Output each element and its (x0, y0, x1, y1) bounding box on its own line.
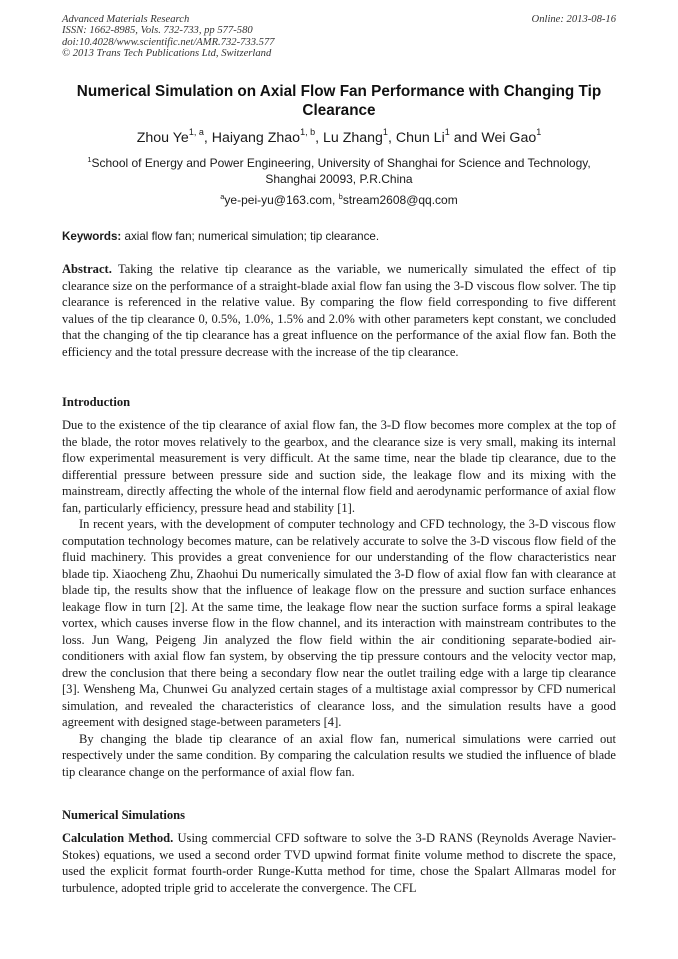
calc-text: Using commercial CFD software to solve the 3-D RANS (Reynolds Average Navier-Stokes) equations, we used a second order TVD upwind format finite volume method to discrete the space, used the explicit format fourth-order Runge-Kutta method for time, chose the Spalart Allmaras model for turbulence, adopted triple grid to accelerate the convergence. The CFL (62, 831, 617, 895)
affiliation: $^1$School of Energy and Power Engineering, University of Shanghai for Science and Technology, Shanghai 20093, P.R.China (87, 155, 591, 186)
introduction-body (62, 417, 616, 780)
abstract (62, 261, 616, 360)
paragraph: In recent years, with the development of computer technology and CFD technology, the 3-D viscous flow computation technology becomes mature, can be relatively accurate to solve the 3-D viscous flow field of the fluid machinery. This provides a great convenience for our understanding of the flow characteristics near blade tip. Xiaocheng Zhu, Zhaohui Du numerically simulated the 3-D flow of axial flow fan with clearance at blade tip, the results show that the influence of leakage flow on the pressure and suction surface enhances leakage flow in turn [2]. At the same time, the leakage flow near the suction surface forms a spiral leakage vortex, which causes inverse flow in the flow channel, and its interaction with mainstream contributes to the loss. Jun Wang, Peigeng Jin analyzed the flow field within the air conditioning separate-bodied air-conditioners with axial flow fan system, by observing the tip pressure contours and the velocity vector map, drew the conclusion that there being a secondary flow near the outlet trailing edge with a large tip clearance [3]. Wensheng Ma, Chunwei Gu analyzed certain stages of a multistage axial compressor by CFD numerical simulation, and revealed the characteristics of clearance loss, and the simulation results have a good agreement with designed stage-between parameters [4]. (62, 517, 616, 729)
journal-header (62, 14, 616, 60)
abstract-text: Taking the relative tip clearance as the variable, we numerically simulated the effect of tip clearance size on the performance of a straight-blade axial flow fan using the 3-D viscous flow solver. The tip clearance is referenced in the relative value. By comparing the flow field corresponding to five different values of the tip clearance 0, 0.5%, 1.0%, 1.5% and 2.0% with other parameters kept constant, we concluded that the changing of the tip clearance has a great influence on the performance of the axial flow fan. Both the efficiency and the total pressure decrease with the increase of the tip clearance. (62, 262, 616, 359)
email[interactable]: $^a$ye-pei-yu@163.com (220, 192, 332, 207)
author-emails: $^a$ye-pei-yu@163.com, $^b$stream2608@qq.com (220, 192, 458, 207)
journal-name: Advanced Materials Research (62, 14, 190, 25)
email[interactable]: $^b$stream2608@qq.com (338, 192, 458, 207)
issn-line: ISSN: 1662-8985, Vols. 732-733, pp 577-580 (62, 25, 253, 37)
keywords-text: axial flow fan; numerical simulation; tip clearance. (124, 230, 380, 243)
paper-title: Numerical Simulation on Axial Flow Fan Performance with Changing Tip Clearance (76, 83, 602, 119)
author: Zhou Ye$^{1, a}$, (136, 127, 212, 146)
paragraph: By changing the blade tip clearance of an axial flow fan, numerical simulations were carried out respectively under the same condition. By comparing the calculation results we studied the influence of blade tip clearance change on the performance of axial flow fan. (62, 731, 616, 779)
online-date: Online: 2013-08-16 (531, 14, 616, 25)
copyright-line: © 2013 Trans Tech Publications Ltd, Switzerland (62, 48, 272, 60)
calculation-method (62, 830, 616, 896)
paragraph: Due to the existence of the tip clearance of axial flow fan, the 3-D flow becomes more complex at the top of the blade, the rotor moves relatively to the gearbox, and the clearance size is very small, making its internal flow experimental measurement is very difficult. At the same time, near the blade tip clearance, due to the differential pressure between pressure side and suction side, the leakage flow and its mixing with the mainstream, directly affecting the whole of the internal flow field and aerodynamic performance of axial flow fan, particularly efficiency, pressure head and stability [1]. (62, 418, 616, 515)
abstract-label: Abstract. (62, 262, 112, 276)
keywords-label: Keywords: (62, 230, 122, 243)
keywords (62, 229, 616, 244)
author: Chun Li$^1$ and (395, 127, 482, 146)
section-heading-numerical-simulations: Numerical Simulations (62, 808, 186, 822)
calc-label: Calculation Method. (62, 831, 174, 845)
doi-line: doi:10.4028/www.scientific.net/AMR.732-733.577 (62, 36, 275, 48)
section-heading-introduction: Introduction (62, 395, 131, 409)
author: Wei Gao$^1$ (481, 127, 542, 146)
author: Haiyang Zhao$^{1, b}$, (211, 127, 323, 146)
author-list (62, 129, 616, 148)
author: Lu Zhang$^1$, (322, 127, 396, 146)
